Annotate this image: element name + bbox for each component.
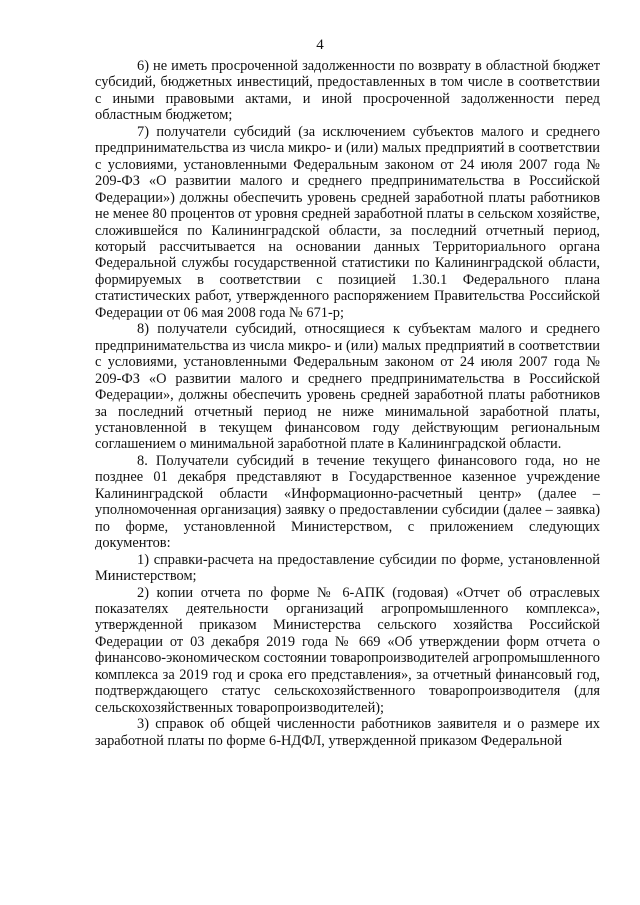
- paragraph-item-7: 7) получатели субсидий (за исключением субъектов малого и среднего предпринимательства из числа микро- и (или) малых предприятий в соответствии с условиями, установленными Федеральным законом от 24 июля 2007 года № 209-ФЗ «О развитии малого и среднего предпринимательства в Российской Федерации») должны обеспечить уровень средней заработной платы работников не менее 80 процентов от уровня средней заработной платы в сельском хозяйстве, сложившейся по Калининградской области, за последний отчетный период, который рассчитывается на основании данных Территориального органа Федеральной службы государственной статистики по Калининградской области, формируемых в соответствии с позицией 1.30.1 Федерального плана статистических работ, утвержденного распоряжением Правительства Российской Федерации от 06 мая 2008 года № 671-р;: [95, 123, 600, 321]
- paragraph-item-6: 6) не иметь просроченной задолженности по возврату в областной бюджет субсидий, бюджетных инвестиций, предоставленных в том числе в соответствии с иными правовыми актами, и иной просроченной задолженности перед областным бюджетом;: [95, 58, 600, 124]
- paragraph-document-3: 3) справок об общей численности работников заявителя и о размере их заработной платы по форме 6-НДФЛ, утвержденной приказом Федеральной: [95, 716, 600, 749]
- paragraph-document-2: 2) копии отчета по форме № 6-АПК (годовая) «Отчет об отраслевых показателях деятельности организаций агропромышленного комплекса», утвержденной приказом Министерства сельского хозяйства Российской Федерации от 03 декабря 2019 года № 669 «Об утверждении форм отчета о финансово-экономическом состоянии товаропроизводителей агропромышленного комплекса за 2019 год и срока его представления», за отчетный финансовый год, подтверждающего статус сельскохозяйственного товаропроизводителя (для сельскохозяйственных товаропроизводителей);: [95, 584, 600, 716]
- page-number: 4: [316, 37, 324, 53]
- paragraph-item-8: 8) получатели субсидий, относящиеся к субъектам малого и среднего предпринимательства из числа микро- и (или) малых предприятий в соответствии с условиями, установленными Федеральным законом от 24 июля 2007 года № 209-ФЗ «О развитии малого и среднего предпринимательства в Российской Федерации», должны обеспечить уровень средней заработной платы работников за последний отчетный период не ниже минимальной заработной платы, установленной в текущем финансовом году действующим региональным соглашением о минимальной заработной плате в Калининградской области.: [95, 321, 600, 453]
- paragraph-section-8: 8. Получатели субсидий в течение текущего финансового года, но не позднее 01 декабря представляют в Государственное казенное учреждение Калининградской области «Информационно-расчетный центр» (далее – уполномоченная организация) заявку о предоставлении субсидии (далее – заявка) по форме, установленной Министерством, с приложением следующих документов:: [95, 452, 600, 552]
- document-body: [95, 58, 600, 749]
- paragraph-document-1: 1) справки-расчета на предоставление субсидии по форме, установленной Министерством;: [95, 551, 600, 585]
